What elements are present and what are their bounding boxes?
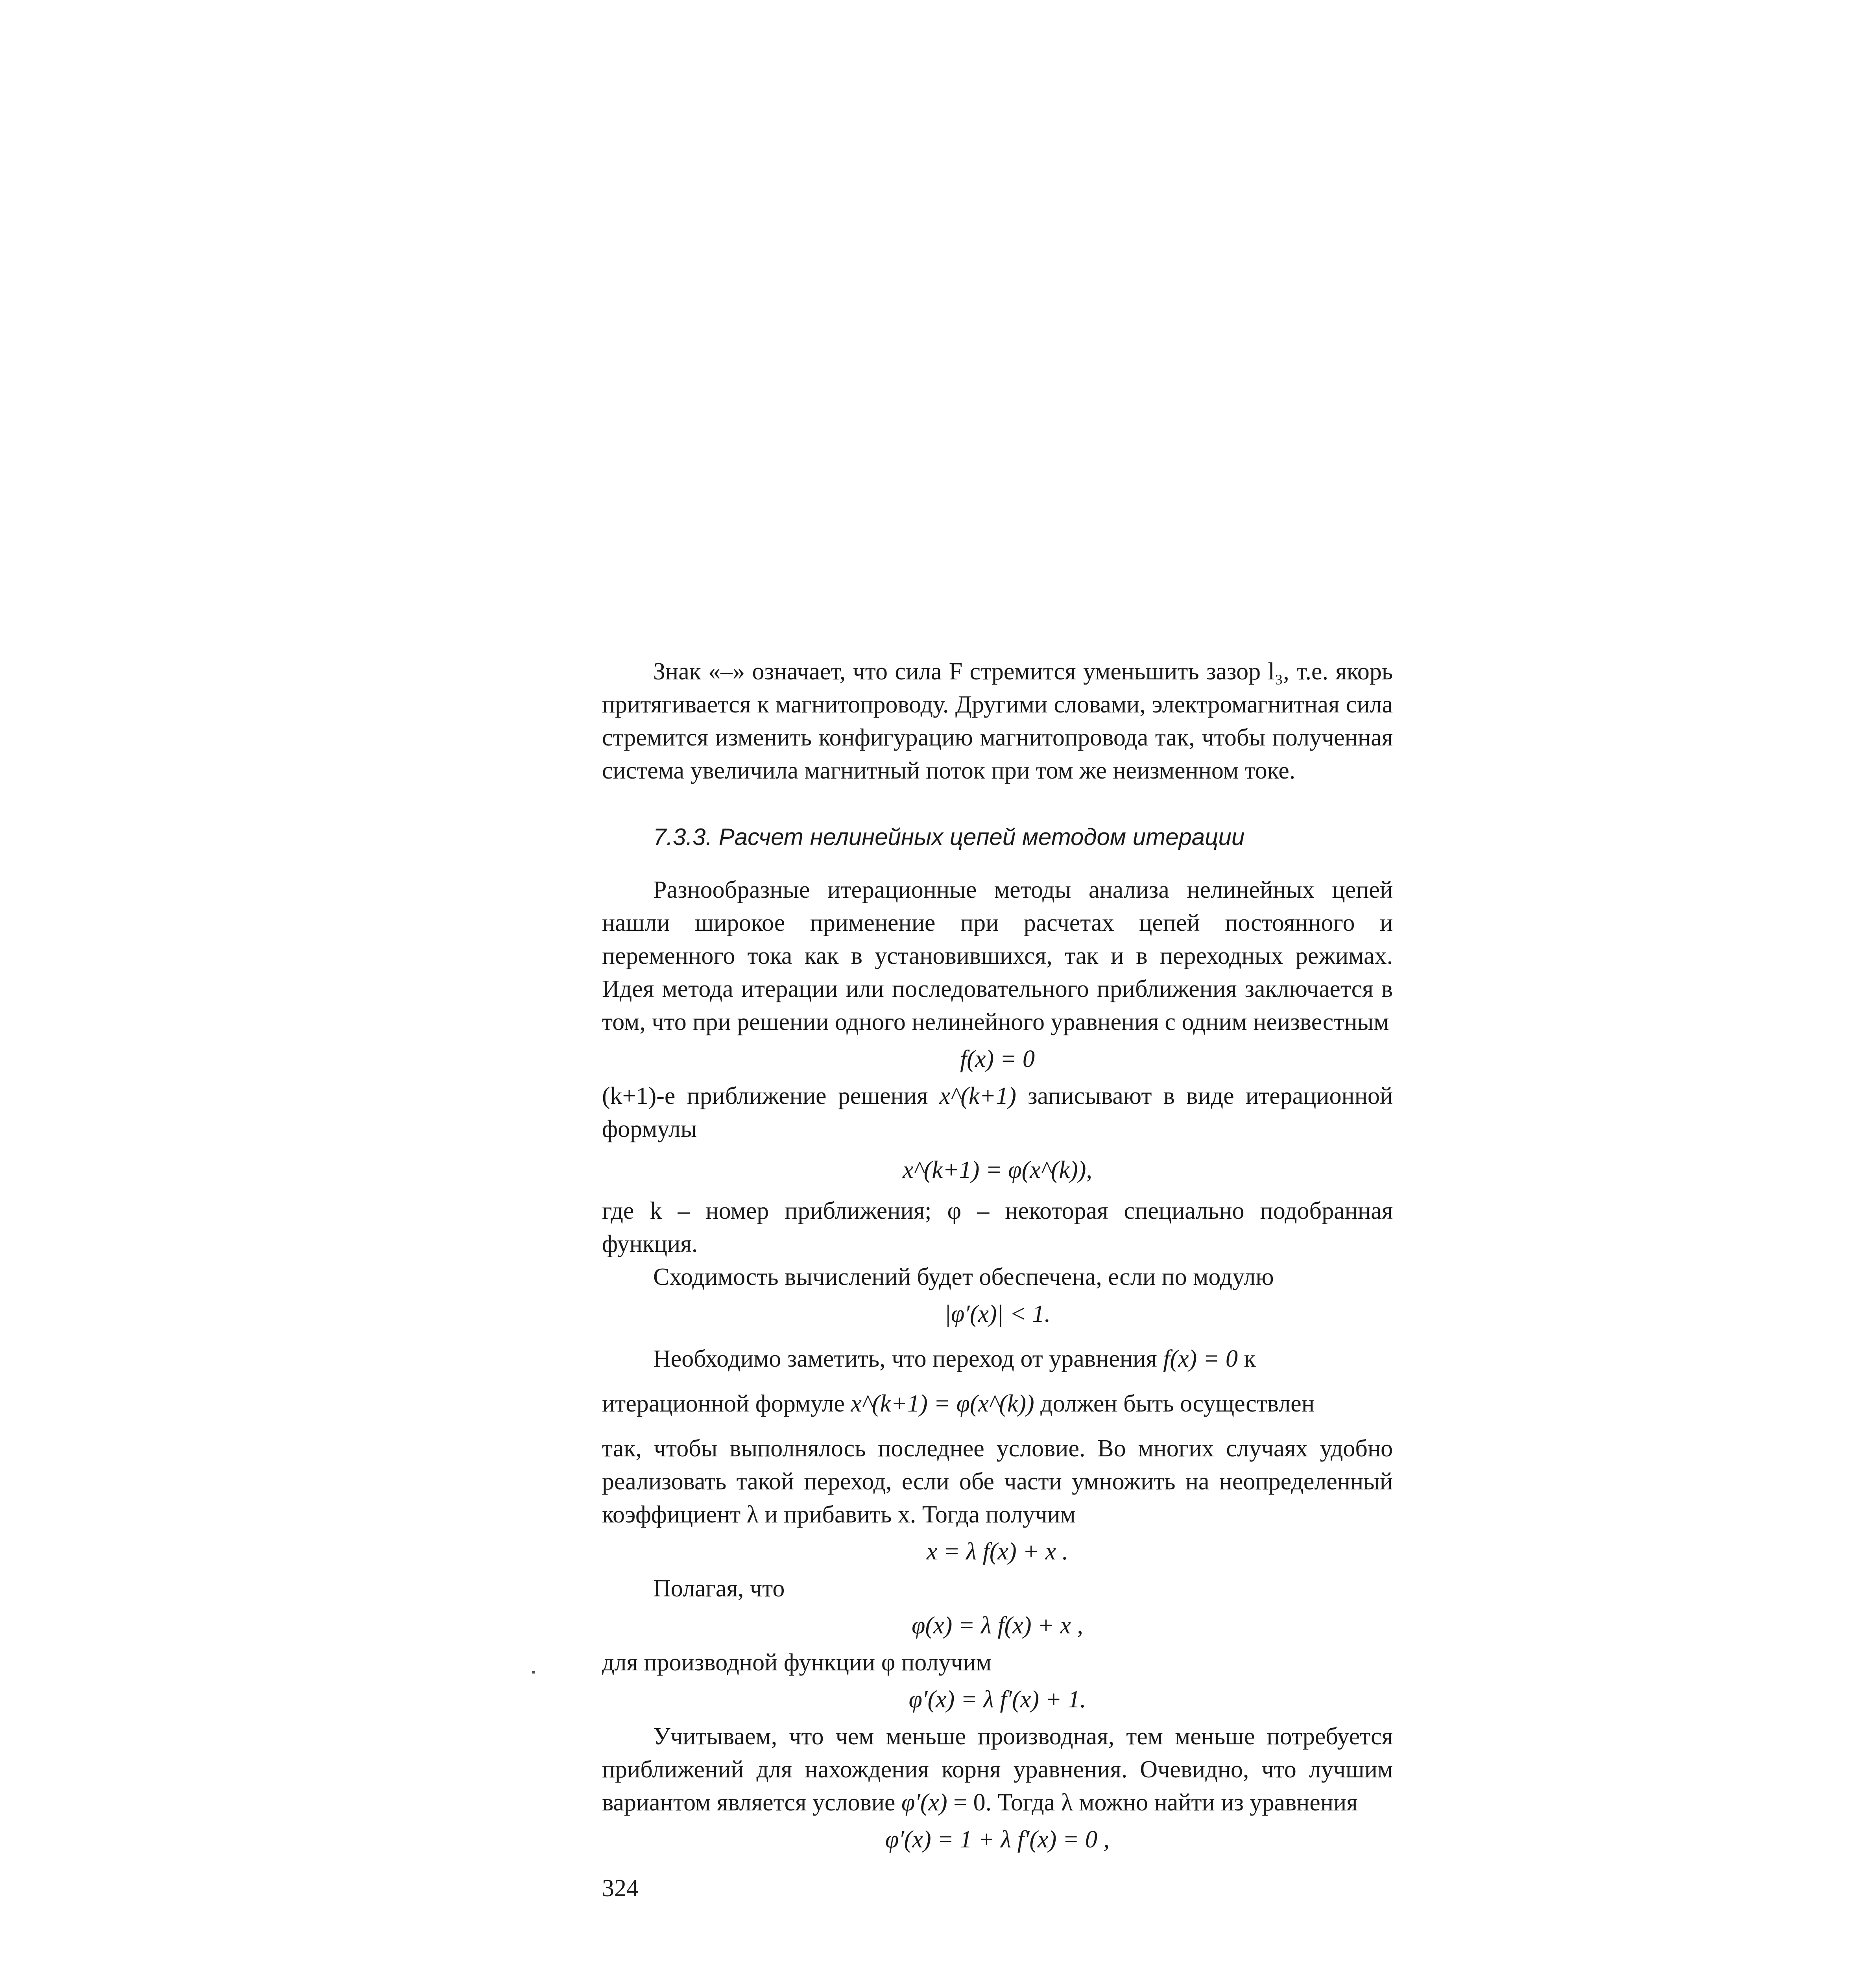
document-page (602, 655, 1393, 1905)
text-best-end: = 0. Тогда λ можно найти из уравнения (953, 1789, 1358, 1816)
text-transition-start: Необходимо заметить, что переход от уравнения (653, 1345, 1157, 1372)
paragraph-transition (602, 1342, 1393, 1375)
paragraph-convergence: Сходимость вычислений будет обеспечена, если по модулю (653, 1264, 1274, 1290)
formula-phi-derivative: φ′(x) = λ f′(x) + 1. (908, 1686, 1086, 1713)
formula-iteration: x^(k+1) = φ(x^(k)), (903, 1157, 1092, 1183)
formula-fx-inline: f(x) = 0 (1163, 1345, 1238, 1372)
paragraph-best-option (602, 1720, 1393, 1819)
formula-iteration-inline: x^(k+1) = φ(x^(k)) (851, 1390, 1034, 1417)
paragraph-iteration-formula (602, 1387, 1393, 1420)
text-iter-end: должен быть осуществлен (1040, 1390, 1315, 1417)
text-best-start: Учитываем, что чем меньше производная, тем меньше потребуется приближений для нахождения корня уравнения. Очевидно, что лучшим вариантом является условие (602, 1723, 1393, 1816)
text-approximation-end: записывают в виде итерационной формулы (602, 1083, 1393, 1142)
paragraph-k-definition: где k – номер приближения; φ – некоторая специально подобранная функция. (602, 1198, 1393, 1257)
section-heading: 7.3.3. Расчет нелинейных цепей методом итерации (653, 824, 1245, 850)
paragraph-approximation (602, 1079, 1393, 1146)
paragraph-assuming: Полагая, что (653, 1575, 785, 1602)
formula-phi: φ(x) = λ f(x) + x , (912, 1612, 1083, 1639)
formula-final: φ′(x) = 1 + λ f′(x) = 0 , (885, 1826, 1110, 1853)
text-iter-start: итерационной формуле (602, 1390, 845, 1417)
formula-equation: f(x) = 0 (960, 1046, 1035, 1072)
formula-convergence: |φ′(x)| < 1. (944, 1301, 1051, 1327)
formula-lambda: x = λ f(x) + x . (926, 1538, 1069, 1565)
stray-mark (532, 1671, 535, 1674)
paragraph-condition: так, чтобы выполнялось последнее условие. Во многих случаях удобно реализовать такой переход, если обе части умножить на неопределенный коэффициент λ и прибавить x. Тогда получим (602, 1435, 1393, 1528)
paragraph-iteration-intro: Разнообразные итерационные методы анализа нелинейных цепей нашли широкое применение при расчетах цепей постоянного и переменного тока как в установившихся, так и в переходных режимах. Идея метода итерации или последовательного приближения заключается в том, что при решении одного нелинейного уравнения с одним неизвестным (602, 876, 1393, 1035)
text-transition-end: к (1244, 1345, 1256, 1372)
text-approximation-start: (k+1)-е приближение решения (602, 1083, 928, 1109)
formula-phi-prime-inline: φ′(x) (901, 1789, 947, 1816)
page-number: 324 (602, 1875, 639, 1902)
paragraph-derivative: для производной функции φ получим (602, 1649, 992, 1676)
paragraph-force-sign: Знак «–» означает, что сила F стремится уменьшить зазор l₃, т.е. якорь притягивается к магнитопроводу. Другими словами, электромагнитная сила стремится изменить конфигурацию магнитопровода так, чтобы полученная система увеличила магнитный поток при том же неизменном токе. (602, 658, 1393, 784)
formula-xk1: x^(k+1) (939, 1083, 1016, 1109)
